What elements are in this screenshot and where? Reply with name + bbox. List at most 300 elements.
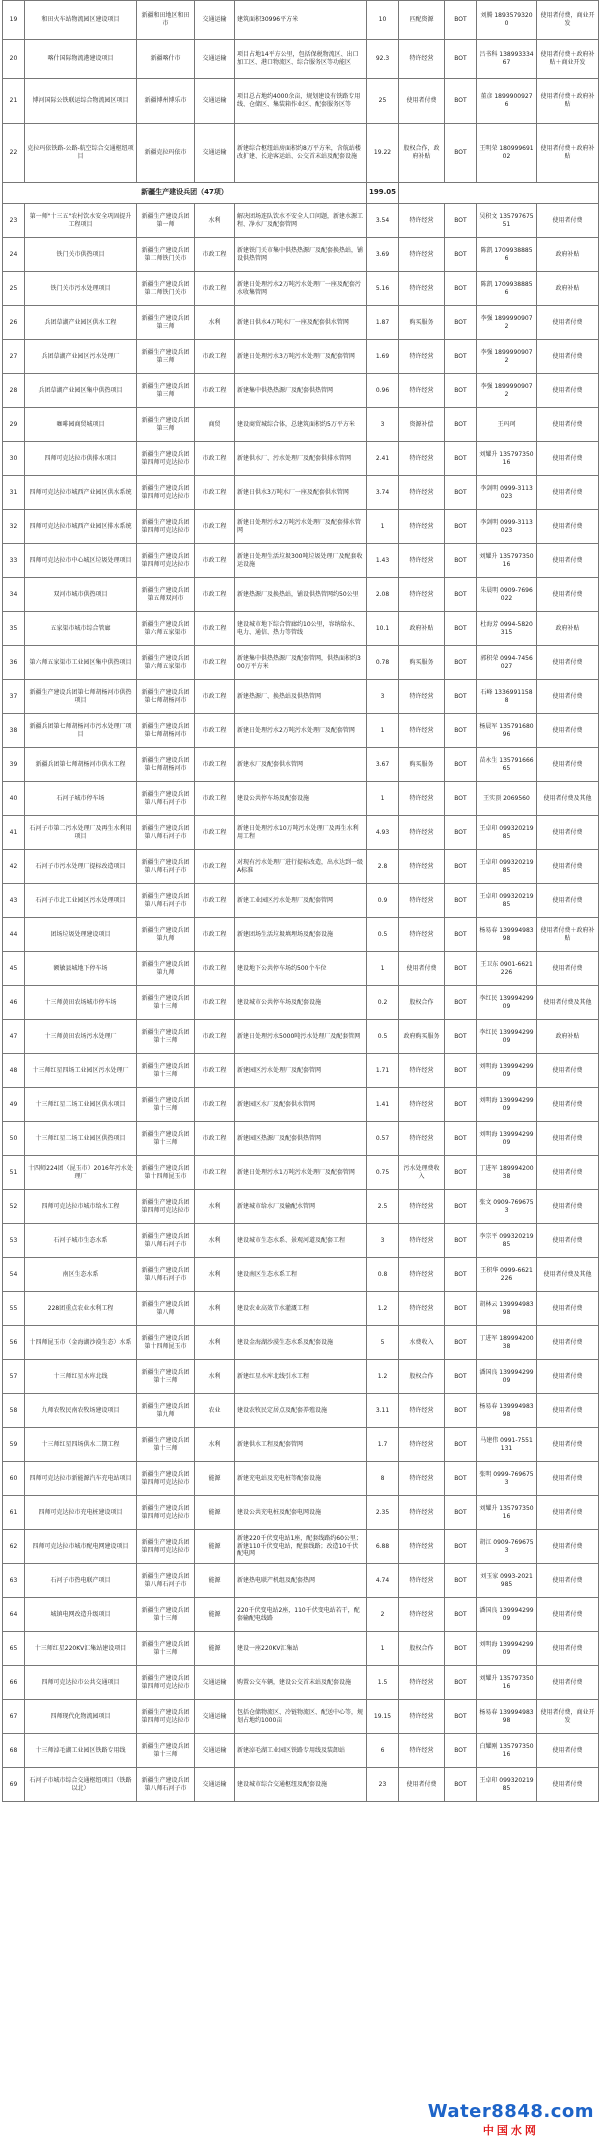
cell-no: 20 [3, 40, 25, 79]
cell-contact: 王卓印 09932021985 [477, 850, 537, 884]
cell-return: 政府补贴 [399, 612, 445, 646]
cell-location: 新疆生产建设兵团第八师 [137, 1292, 195, 1326]
cell-name: 新疆生产建设兵团第七师胡杨河市供热项目 [25, 680, 137, 714]
cell-no: 68 [3, 1734, 25, 1768]
cell-mode: BOT [445, 680, 477, 714]
cell-contact: 石峰 13369911588 [477, 680, 537, 714]
cell-location: 新疆生产建设兵团第三师 [137, 408, 195, 442]
cell-name: 四师可克达拉市充电桩建设项目 [25, 1496, 137, 1530]
cell-payment: 使用者付费 [537, 1734, 599, 1768]
cell-return: 使用者付费 [399, 952, 445, 986]
cell-content: 新建集中供热热源厂及配套管网，供热面积约300万平方米 [235, 646, 367, 680]
cell-no: 45 [3, 952, 25, 986]
cell-contact: 丁进军 18999420038 [477, 1156, 537, 1190]
cell-payment: 使用者付费 [537, 476, 599, 510]
cell-sector: 水利 [195, 1224, 235, 1258]
cell-contact: 李红民 13999429909 [477, 986, 537, 1020]
cell-investment: 1.43 [367, 544, 399, 578]
cell-mode: BOT [445, 1768, 477, 1802]
cell-content: 新建日处理污水2万吨污水处理厂及配套管网 [235, 714, 367, 748]
cell-no: 30 [3, 442, 25, 476]
cell-payment: 使用者付费 [537, 1088, 599, 1122]
cell-investment: 1.2 [367, 1360, 399, 1394]
cell-return: 股权合作 [399, 986, 445, 1020]
cell-payment: 使用者付费 [537, 1360, 599, 1394]
cell-no: 61 [3, 1496, 25, 1530]
cell-investment: 0.96 [367, 374, 399, 408]
cell-contact: 刘明海 13999429909 [477, 1632, 537, 1666]
cell-contact: 白耀刚 13579735016 [477, 1734, 537, 1768]
cell-no: 57 [3, 1360, 25, 1394]
cell-investment: 1 [367, 782, 399, 816]
cell-content: 建筑面积30996平方米 [235, 1, 367, 40]
cell-content: 新建供水厂、污水处理厂及配套供排水管网 [235, 442, 367, 476]
cell-return: 特许经营 [399, 1734, 445, 1768]
cell-payment: 使用者付费 [537, 1326, 599, 1360]
cell-name: 十三师红星220KV汇集站建设项目 [25, 1632, 137, 1666]
cell-location: 新疆喀什市 [137, 40, 195, 79]
cell-name: 十四师224团（昆玉市）2016年污水处理厂 [25, 1156, 137, 1190]
cell-location: 新疆生产建设兵团第九师 [137, 918, 195, 952]
cell-payment: 使用者付费 [537, 646, 599, 680]
cell-content: 新建红星水库北线引水工程 [235, 1360, 367, 1394]
cell-no: 47 [3, 1020, 25, 1054]
cell-mode: BOT [445, 1530, 477, 1564]
table-row [3, 374, 599, 408]
cell-return: 特许经营 [399, 1292, 445, 1326]
cell-location: 新疆生产建设兵团第六师五家渠市 [137, 646, 195, 680]
cell-location: 新疆生产建设兵团第八师石河子市 [137, 1258, 195, 1292]
cell-contact: 王卫东 0901-6621226 [477, 952, 537, 986]
cell-return: 购买服务 [399, 646, 445, 680]
cell-mode: BOT [445, 1122, 477, 1156]
cell-sector: 水利 [195, 1292, 235, 1326]
cell-investment: 2.08 [367, 578, 399, 612]
cell-name: 铁门关市供热项目 [25, 238, 137, 272]
cell-no: 67 [3, 1700, 25, 1734]
cell-mode: BOT [445, 340, 477, 374]
cell-location: 新疆生产建设兵团第十三师 [137, 986, 195, 1020]
cell-location: 新疆生产建设兵团第八师石河子市 [137, 1564, 195, 1598]
cell-contact: 李剑明 0999-3113023 [477, 510, 537, 544]
cell-investment: 3.54 [367, 204, 399, 238]
cell-return: 使用者付费 [399, 79, 445, 124]
cell-name: 兵团草湖产业园区供水工程 [25, 306, 137, 340]
cell-payment: 使用者付费及其他 [537, 1258, 599, 1292]
cell-location: 新疆生产建设兵团第八师石河子市 [137, 1224, 195, 1258]
cell-mode: BOT [445, 612, 477, 646]
cell-contact: 王玛珂 [477, 408, 537, 442]
table-body [3, 1, 599, 1802]
cell-location: 新疆生产建设兵团第四师可克达拉市 [137, 1462, 195, 1496]
table-row [3, 816, 599, 850]
cell-return: 特许经营 [399, 374, 445, 408]
cell-location: 新疆生产建设兵团第十三师 [137, 1632, 195, 1666]
cell-location: 新疆生产建设兵团第九师 [137, 1394, 195, 1428]
table-row [3, 1632, 599, 1666]
cell-contact: 李强 18999909072 [477, 306, 537, 340]
cell-contact: 李剑明 0999-3113023 [477, 476, 537, 510]
cell-name: 五家渠市城市综合管廊 [25, 612, 137, 646]
cell-contact: 潘国良 13999429909 [477, 1598, 537, 1632]
table-row [3, 79, 599, 124]
cell-investment: 3.74 [367, 476, 399, 510]
cell-investment: 19.22 [367, 124, 399, 183]
cell-name: 团场垃圾处理建设项目 [25, 918, 137, 952]
cell-name: 博河国际公铁联运综合物流园区项目 [25, 79, 137, 124]
table-row [3, 646, 599, 680]
cell-return: 股权合作 [399, 1360, 445, 1394]
cell-mode: BOT [445, 40, 477, 79]
cell-investment: 1 [367, 510, 399, 544]
cell-name: 四师可克达拉市新能源汽车充电站项目 [25, 1462, 137, 1496]
table-row [3, 986, 599, 1020]
cell-sector: 水利 [195, 1428, 235, 1462]
table-row [3, 1292, 599, 1326]
table-row [3, 782, 599, 816]
cell-contact: 刘玉家 0993-2021985 [477, 1564, 537, 1598]
cell-name: 十四师昆玉市（金海湖沙漠生态）水系 [25, 1326, 137, 1360]
table-row [3, 952, 599, 986]
cell-location: 新疆生产建设兵团第四师可克达拉市 [137, 1496, 195, 1530]
cell-sector: 交通运输 [195, 1768, 235, 1802]
cell-no: 69 [3, 1768, 25, 1802]
cell-content: 新建日处理污水2万吨污水处理厂一座及配套污水收集管网 [235, 272, 367, 306]
cell-mode: BOT [445, 1632, 477, 1666]
cell-name: 铁门关市污水处理项目 [25, 272, 137, 306]
cell-payment: 使用者付费 [537, 1156, 599, 1190]
table-row [3, 1020, 599, 1054]
cell-name: 咖啡园商贸城项目 [25, 408, 137, 442]
cell-name: 四师可克达拉市城西产业园区排水系统 [25, 510, 137, 544]
table-row [3, 544, 599, 578]
cell-no: 31 [3, 476, 25, 510]
cell-mode: BOT [445, 1700, 477, 1734]
cell-sector: 水利 [195, 306, 235, 340]
cell-location: 新疆生产建设兵团第四师可克达拉市 [137, 1700, 195, 1734]
cell-location: 新疆生产建设兵团第十三师 [137, 1054, 195, 1088]
cell-contact: 杨易春 13999498398 [477, 918, 537, 952]
table-row [3, 1224, 599, 1258]
cell-name: 石河子市第二污水处理厂及再生水利用项目 [25, 816, 137, 850]
cell-sector: 市政工程 [195, 510, 235, 544]
cell-location: 新疆和田地区和田市 [137, 1, 195, 40]
cell-payment: 使用者付费 [537, 1190, 599, 1224]
table-row [3, 1360, 599, 1394]
cell-location: 新疆生产建设兵团第八师石河子市 [137, 884, 195, 918]
cell-no: 54 [3, 1258, 25, 1292]
cell-location: 新疆生产建设兵团第一师 [137, 204, 195, 238]
cell-location: 新疆博州博乐市 [137, 79, 195, 124]
cell-investment: 2 [367, 1598, 399, 1632]
cell-contact: 李红民 13999429909 [477, 1020, 537, 1054]
cell-location: 新疆生产建设兵团第十三师 [137, 1428, 195, 1462]
cell-content: 建设公共停车场及配套设施 [235, 782, 367, 816]
cell-mode: BOT [445, 272, 477, 306]
cell-no: 35 [3, 612, 25, 646]
cell-content: 解决团场连队饮水不安全人口问题，新建水源工程、净水厂及配套管网 [235, 204, 367, 238]
cell-sector: 市政工程 [195, 340, 235, 374]
cell-payment: 使用者付费 [537, 714, 599, 748]
cell-sector: 农业 [195, 1394, 235, 1428]
cell-content: 新建220千伏变电站1座，配套线路约60公里；新建110千伏变电站，配套线路；改造10千伏配电网 [235, 1530, 367, 1564]
project-table [2, 0, 599, 1802]
cell-location: 新疆生产建设兵团第五师双河市 [137, 578, 195, 612]
cell-location: 新疆生产建设兵团第九师 [137, 952, 195, 986]
cell-investment: 5.16 [367, 272, 399, 306]
cell-sector: 市政工程 [195, 680, 235, 714]
table-row [3, 1088, 599, 1122]
table-row [3, 40, 599, 79]
cell-sector: 市政工程 [195, 612, 235, 646]
cell-mode: BOT [445, 1428, 477, 1462]
table-row [3, 1598, 599, 1632]
cell-name: 石河子城市停车场 [25, 782, 137, 816]
table-row [3, 340, 599, 374]
cell-content: 新建充电站及充电桩等配套设施 [235, 1462, 367, 1496]
cell-mode: BOT [445, 1054, 477, 1088]
cell-no: 58 [3, 1394, 25, 1428]
cell-payment: 政府补贴 [537, 612, 599, 646]
cell-sector: 市政工程 [195, 238, 235, 272]
cell-no: 60 [3, 1462, 25, 1496]
cell-no: 66 [3, 1666, 25, 1700]
cell-no: 49 [3, 1088, 25, 1122]
cell-no: 22 [3, 124, 25, 183]
cell-name: 四师可克达拉市城市给水工程 [25, 1190, 137, 1224]
cell-contact: 王实顶 2069560 [477, 782, 537, 816]
cell-location: 新疆生产建设兵团第二师铁门关市 [137, 272, 195, 306]
cell-name: 额敏县城地下停车场 [25, 952, 137, 986]
cell-return: 特许经营 [399, 578, 445, 612]
cell-mode: BOT [445, 918, 477, 952]
cell-investment: 2.5 [367, 1190, 399, 1224]
cell-return: 特许经营 [399, 1530, 445, 1564]
cell-return: 水费收入 [399, 1326, 445, 1360]
table-row [3, 1156, 599, 1190]
cell-investment: 1 [367, 952, 399, 986]
cell-content: 建设商贸城综合体，总建筑面积约5万平方米 [235, 408, 367, 442]
cell-contact: 王明荣 18099969102 [477, 124, 537, 183]
cell-mode: BOT [445, 1462, 477, 1496]
cell-contact: 陈凯 17099388856 [477, 238, 537, 272]
cell-name: 新疆兵团第七师胡杨河市供水工程 [25, 748, 137, 782]
cell-name: 十三师淖毛湖工业园区铁路专用线 [25, 1734, 137, 1768]
cell-investment: 0.2 [367, 986, 399, 1020]
watermark-text: Water8848.com [427, 2101, 594, 2122]
cell-contact: 丁进军 18999420038 [477, 1326, 537, 1360]
cell-contact: 苗永生 13579166665 [477, 748, 537, 782]
cell-name: 和田火车站物流园区建设项目 [25, 1, 137, 40]
cell-sector: 交通运输 [195, 1734, 235, 1768]
table-row [3, 1700, 599, 1734]
cell-content: 新建集中供热热源厂及配套供热管网 [235, 374, 367, 408]
cell-return: 特许经营 [399, 272, 445, 306]
cell-location: 新疆生产建设兵团第十三师 [137, 1734, 195, 1768]
cell-return: 购买服务 [399, 748, 445, 782]
cell-return: 特许经营 [399, 544, 445, 578]
cell-location: 新疆生产建设兵团第八师石河子市 [137, 1768, 195, 1802]
cell-location: 新疆克拉玛依市 [137, 124, 195, 183]
cell-sector: 交通运输 [195, 1700, 235, 1734]
cell-investment: 6 [367, 1734, 399, 1768]
cell-location: 新疆生产建设兵团第四师可克达拉市 [137, 1666, 195, 1700]
cell-contact: 吴积文 13579767551 [477, 204, 537, 238]
cell-return: 特许经营 [399, 1258, 445, 1292]
cell-content: 建设金海湖沙漠生态水系及配套设施 [235, 1326, 367, 1360]
cell-sector: 市政工程 [195, 782, 235, 816]
cell-name: 九师农牧民南农牧场建设项目 [25, 1394, 137, 1428]
cell-content: 建设城市综合交通枢纽及配套设施 [235, 1768, 367, 1802]
cell-location: 新疆生产建设兵团第四师可克达拉市 [137, 510, 195, 544]
cell-payment: 政府补贴 [537, 272, 599, 306]
cell-investment: 0.75 [367, 1156, 399, 1190]
cell-content: 新建日处理污水3万吨污水处理厂及配套管网 [235, 340, 367, 374]
cell-no: 27 [3, 340, 25, 374]
cell-contact: 王卓印 09932021985 [477, 1768, 537, 1802]
cell-payment: 使用者付费 [537, 1564, 599, 1598]
cell-name: 十三师红星二场工业园区供水项目 [25, 1088, 137, 1122]
cell-name: 四师现代化物流园项目 [25, 1700, 137, 1734]
cell-location: 新疆生产建设兵团第十三师 [137, 1088, 195, 1122]
table-row [3, 238, 599, 272]
cell-contact: 刘明海 13999429909 [477, 1122, 537, 1156]
cell-content: 新建日处理污水5000吨污水处理厂及配套管网 [235, 1020, 367, 1054]
cell-return: 特许经营 [399, 510, 445, 544]
cell-no: 50 [3, 1122, 25, 1156]
cell-name: 四师可克达拉市公共交通项目 [25, 1666, 137, 1700]
cell-name: 克拉玛依铁路-公路-航空综合交通枢纽项目 [25, 124, 137, 183]
cell-return: 特许经营 [399, 1394, 445, 1428]
cell-no: 28 [3, 374, 25, 408]
cell-name: 十三师红星水库北线 [25, 1360, 137, 1394]
cell-return: 股权合作，政府补贴 [399, 124, 445, 183]
cell-sector: 市政工程 [195, 918, 235, 952]
cell-location: 新疆生产建设兵团第十四师昆玉市 [137, 1326, 195, 1360]
cell-contact: 王卓印 09932021985 [477, 884, 537, 918]
cell-no: 33 [3, 544, 25, 578]
cell-sector: 水利 [195, 1190, 235, 1224]
cell-mode: BOT [445, 408, 477, 442]
cell-return: 特许经营 [399, 714, 445, 748]
cell-location: 新疆生产建设兵团第七师胡杨河市 [137, 748, 195, 782]
cell-return: 特许经营 [399, 1224, 445, 1258]
cell-sector: 交通运输 [195, 79, 235, 124]
section-row [3, 183, 599, 204]
cell-return: 特许经营 [399, 850, 445, 884]
cell-sector: 商贸 [195, 408, 235, 442]
cell-return: 特许经营 [399, 1496, 445, 1530]
cell-sector: 市政工程 [195, 476, 235, 510]
cell-contact: 杨晨军 13579168096 [477, 714, 537, 748]
cell-name: 双河市城市供热项目 [25, 578, 137, 612]
cell-payment: 使用者付费＋政府补贴＋商业开发 [537, 40, 599, 79]
table-row [3, 1564, 599, 1598]
cell-investment: 19.15 [367, 1700, 399, 1734]
cell-contact: 李强 18999909072 [477, 374, 537, 408]
cell-location: 新疆生产建设兵团第四师可克达拉市 [137, 1190, 195, 1224]
table-row [3, 918, 599, 952]
cell-mode: BOT [445, 1224, 477, 1258]
cell-mode: BOT [445, 1292, 477, 1326]
table-row [3, 850, 599, 884]
cell-investment: 10 [367, 1, 399, 40]
cell-content: 新建日处理污水10万吨污水处理厂及再生水利用工程 [235, 816, 367, 850]
cell-content: 项目占地14平方公里，包括保税物流区、出口加工区、港口物流区、综合服务区等功能区 [235, 40, 367, 79]
cell-name: 228团重点农业水利工程 [25, 1292, 137, 1326]
cell-name: 喀什国际物流港建设项目 [25, 40, 137, 79]
cell-content: 建设农牧民定居点及配套养殖设施 [235, 1394, 367, 1428]
cell-return: 资源补偿 [399, 408, 445, 442]
table-row [3, 1734, 599, 1768]
cell-name: 石河子市北工业园区污水处理项目 [25, 884, 137, 918]
cell-mode: BOT [445, 952, 477, 986]
cell-no: 55 [3, 1292, 25, 1326]
cell-investment: 3.11 [367, 1394, 399, 1428]
cell-payment: 政府补贴 [537, 1020, 599, 1054]
section-title-cell: 新疆生产建设兵团（47项） [3, 183, 367, 204]
cell-content: 新建铁门关市集中供热热源厂及配套换热站，铺设供热管网 [235, 238, 367, 272]
cell-investment: 0.57 [367, 1122, 399, 1156]
table-row [3, 204, 599, 238]
cell-content: 购置公交车辆，建设公交首末站及配套设施 [235, 1666, 367, 1700]
cell-no: 56 [3, 1326, 25, 1360]
cell-sector: 市政工程 [195, 748, 235, 782]
cell-mode: BOT [445, 1088, 477, 1122]
cell-sector: 能源 [195, 1496, 235, 1530]
cell-mode: BOT [445, 1564, 477, 1598]
cell-investment: 4.74 [367, 1564, 399, 1598]
cell-location: 新疆生产建设兵团第八师石河子市 [137, 782, 195, 816]
cell-sector: 市政工程 [195, 952, 235, 986]
cell-payment: 使用者付费及其他 [537, 782, 599, 816]
cell-payment: 使用者付费 [537, 1598, 599, 1632]
table-row [3, 1190, 599, 1224]
cell-name: 兵团草湖产业园区污水处理厂 [25, 340, 137, 374]
cell-contact: 张明 0999-7696753 [477, 1462, 537, 1496]
cell-contact: 潘国良 13999429909 [477, 1360, 537, 1394]
cell-investment: 0.5 [367, 918, 399, 952]
cell-sector: 市政工程 [195, 816, 235, 850]
cell-contact: 李强 18999909072 [477, 340, 537, 374]
cell-mode: BOT [445, 1258, 477, 1292]
cell-contact: 刘耀升 13579735016 [477, 1666, 537, 1700]
cell-investment: 5 [367, 1326, 399, 1360]
cell-mode: BOT [445, 442, 477, 476]
cell-contact: 胡江 0909-7696753 [477, 1530, 537, 1564]
cell-mode: BOT [445, 1360, 477, 1394]
cell-investment: 92.3 [367, 40, 399, 79]
cell-contact: 吕书科 13899333467 [477, 40, 537, 79]
table-row [3, 408, 599, 442]
cell-name: 第六师五家渠市工业园区集中供热项目 [25, 646, 137, 680]
table-row [3, 1666, 599, 1700]
cell-sector: 市政工程 [195, 578, 235, 612]
cell-mode: BOT [445, 306, 477, 340]
cell-mode: BOT [445, 510, 477, 544]
cell-location: 新疆生产建设兵团第十三师 [137, 1122, 195, 1156]
cell-content: 新建园区热源厂及配套供热管网 [235, 1122, 367, 1156]
cell-no: 24 [3, 238, 25, 272]
cell-no: 23 [3, 204, 25, 238]
cell-return: 匹配资源 [399, 1, 445, 40]
cell-payment: 使用者付费及其他 [537, 986, 599, 1020]
cell-sector: 交通运输 [195, 40, 235, 79]
cell-mode: BOT [445, 1734, 477, 1768]
cell-contact: 王积华 0999-6621226 [477, 1258, 537, 1292]
cell-location: 新疆生产建设兵团第八师石河子市 [137, 850, 195, 884]
cell-investment: 1.69 [367, 340, 399, 374]
